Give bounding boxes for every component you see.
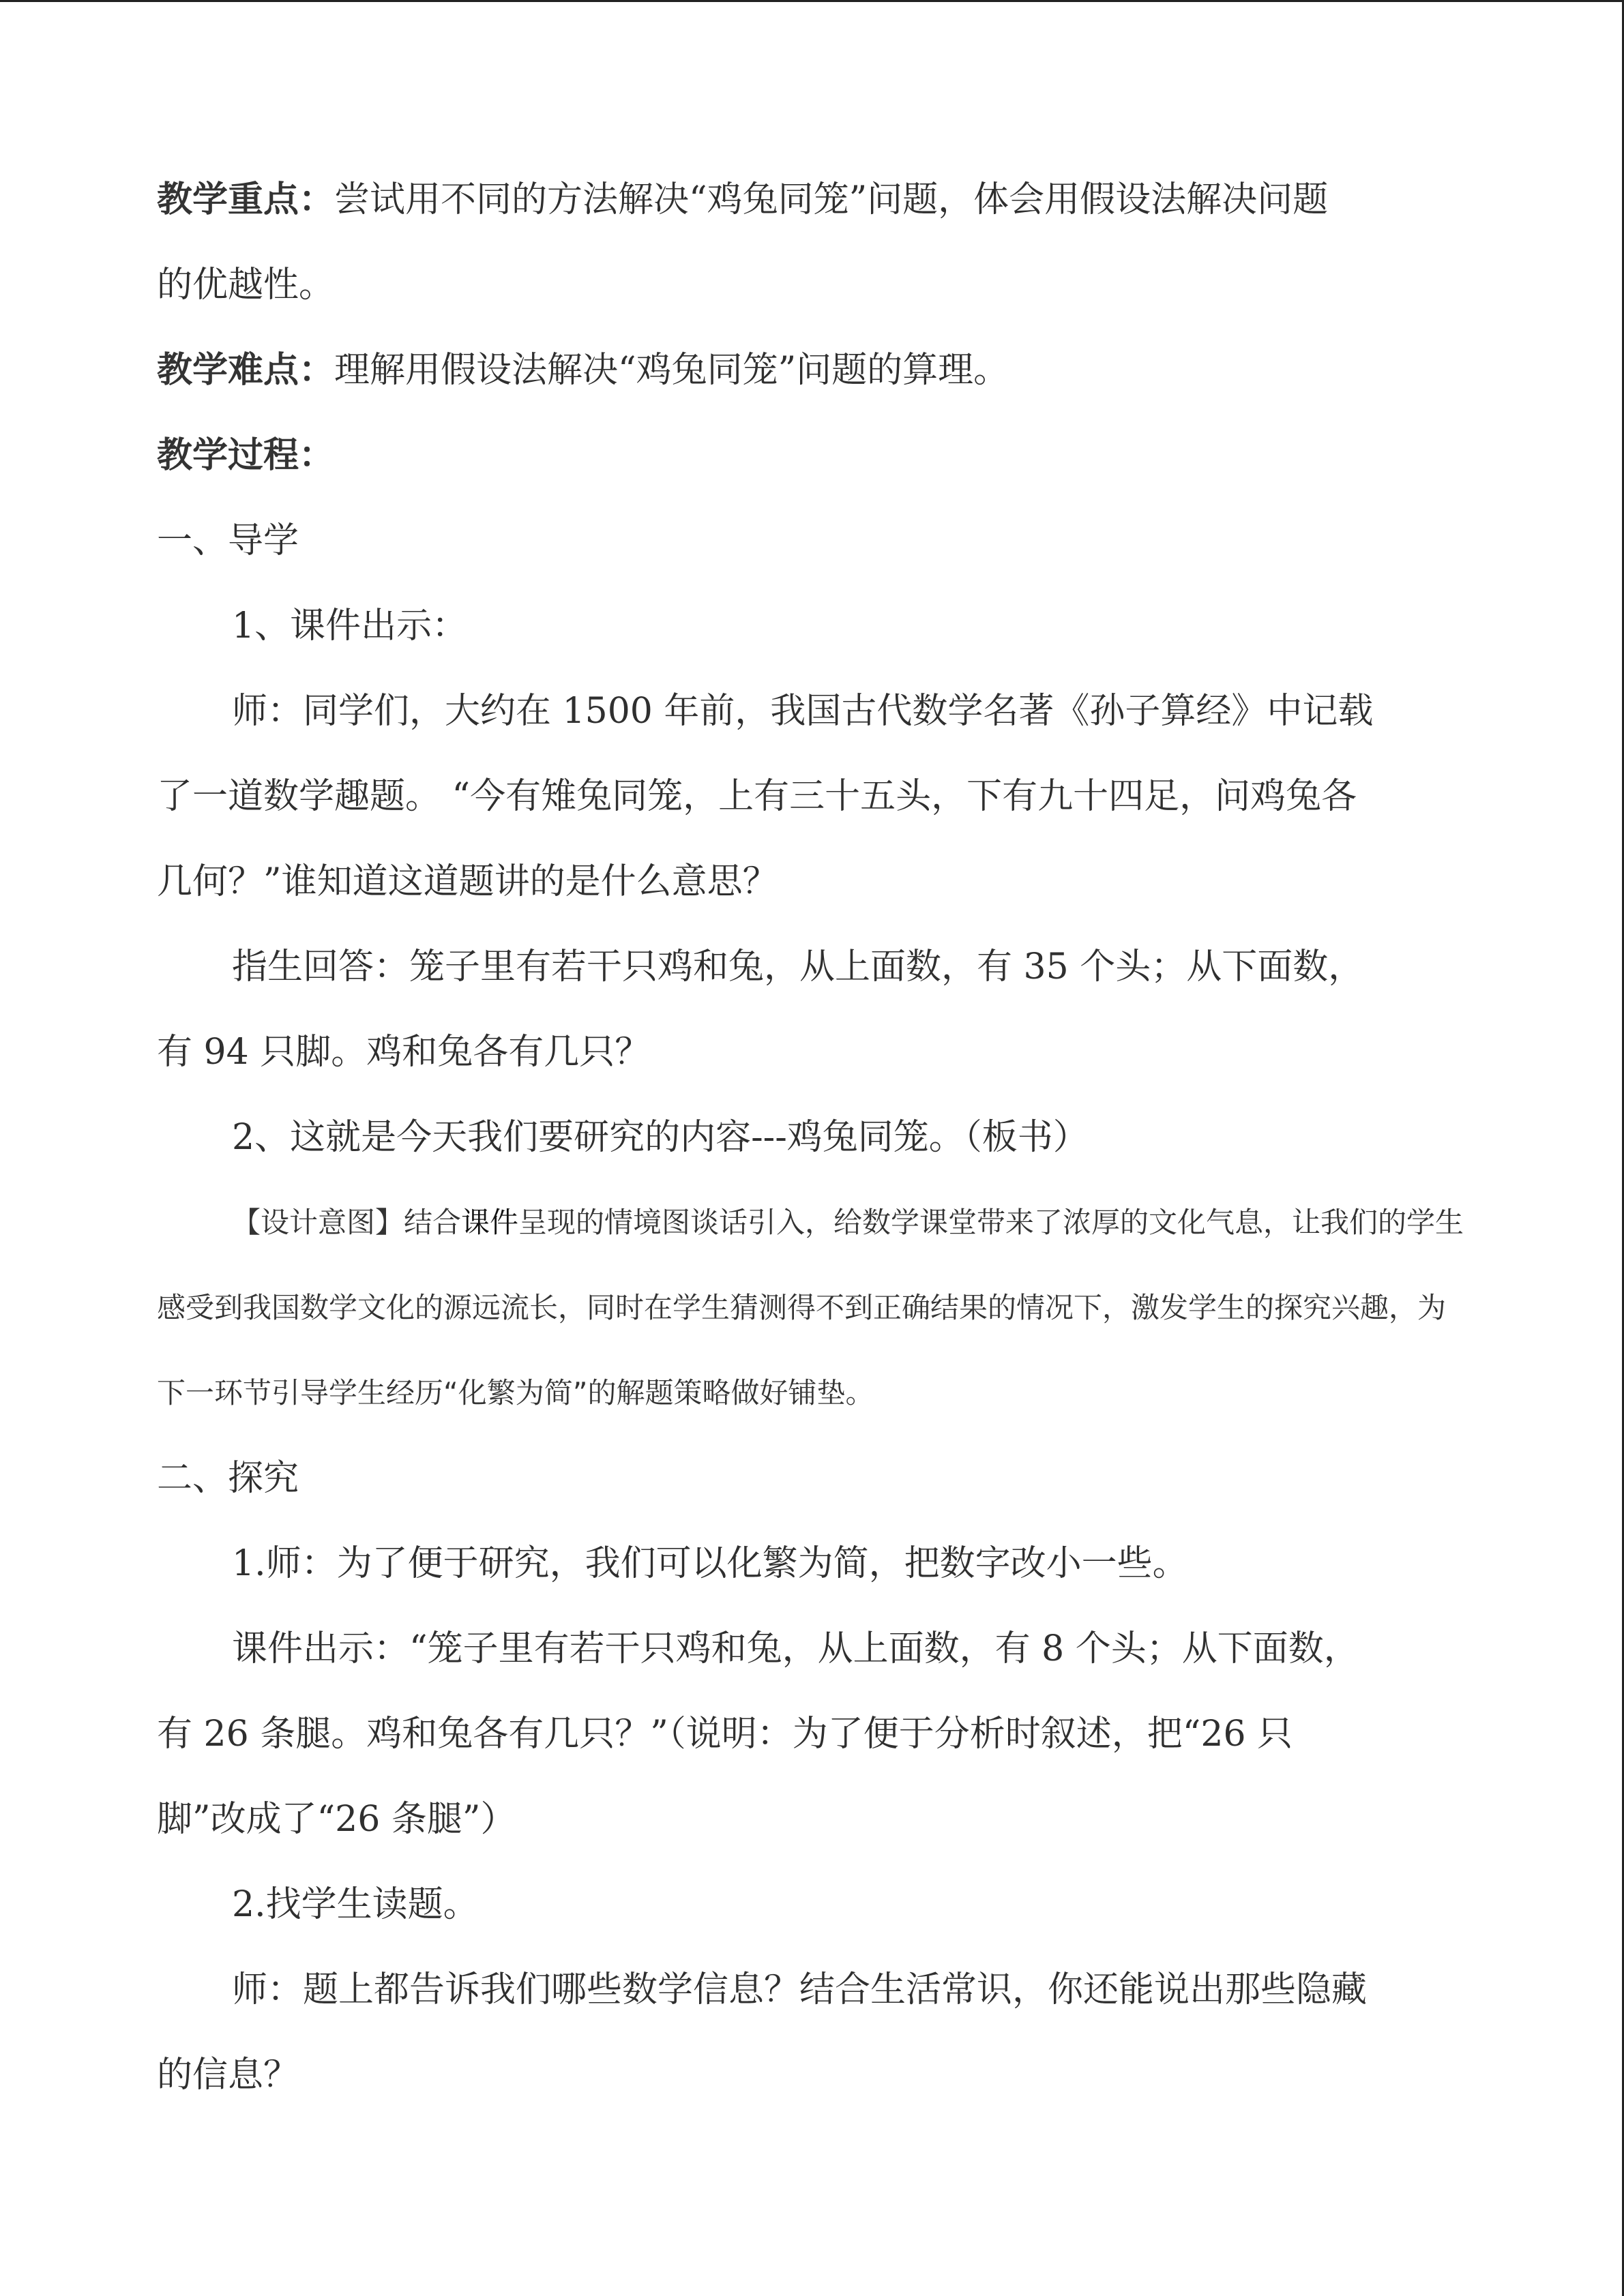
teaching-focus-continuation: 的优越性。 (157, 265, 335, 305)
courseware-problem-line-2: 有 26 条腿。鸡和兔各有几只？”（说明：为了便于分析时叙述，把“26 只 (157, 1714, 1293, 1755)
design-note-prefix: 【设计意图】结合 (232, 1206, 462, 1239)
teacher-question-line-2: 的信息？ (157, 2055, 299, 2096)
teacher-intro-line-3: 几何？”谁知道这道题讲的是什么意思？ (157, 861, 778, 902)
teaching-difficulty-line (157, 348, 1009, 392)
courseware-item-one: 1、课件出示： (232, 606, 468, 646)
student-answer-line-2: 有 94 只脚。鸡和兔各有几只？ (157, 1032, 651, 1073)
teaching-process-heading: 教学过程： (157, 435, 335, 476)
courseware-problem-line-3: 脚”改成了“26 条腿”） (157, 1799, 516, 1840)
student-answer-line-1: 指生回答：笼子里有若干只鸡和兔，从上面数，有 35 个头；从下面数， (232, 946, 1364, 987)
design-note-line-3: 下一环节引导学生经历“化繁为简”的解题策略做好铺垫。 (157, 1376, 874, 1410)
teaching-focus-label: 教学重点： (157, 179, 335, 220)
teacher-intro-line-1: 师：同学们，大约在 1500 年前，我国古代数学名著《孙子算经》中记载 (232, 691, 1374, 732)
design-note-line-1 (232, 1201, 1464, 1244)
courseware-item-two: 2、这就是今天我们要研究的内容---鸡兔同笼。（板书） (232, 1117, 1089, 1158)
section-two-heading: 二、探究 (157, 1458, 299, 1499)
exploration-step-one: 1.师：为了便于研究，我们可以化繁为简，把数字改小一些。 (232, 1543, 1188, 1584)
design-note-line-2: 感受到我国数学文化的源远流长，同时在学生猜测得不到正确结果的情况下，激发学生的探究兴趣，为 (157, 1291, 1447, 1324)
exploration-step-two: 2.找学生读题。 (232, 1884, 479, 1925)
courseware-problem-line-1: 课件出示：“笼子里有若干只鸡和兔，从上面数，有 8 个头；从下面数， (232, 1628, 1359, 1669)
teaching-focus-line (157, 178, 1328, 222)
teaching-focus-text: 尝试用不同的方法解决“鸡兔同笼”问题，体会用假设法解决问题 (334, 179, 1329, 220)
design-note-courseware-word: 课件 (461, 1206, 519, 1239)
teacher-question-line-1: 师：题上都告诉我们哪些数学信息？结合生活常识，你还能说出那些隐藏 (232, 1969, 1368, 2010)
teaching-difficulty-text: 理解用假设法解决“鸡兔同笼”问题的算理。 (334, 350, 1009, 391)
teacher-intro-line-2: 了一道数学趣题。 “今有雉兔同笼，上有三十五头，下有九十四足，问鸡兔各 (157, 776, 1357, 817)
section-one-heading: 一、导学 (157, 520, 299, 561)
teaching-difficulty-label: 教学难点： (157, 350, 335, 391)
design-note-text: 呈现的情境图谈话引入，给数学课堂带来了浓厚的文化气息，让我们的学生 (518, 1206, 1464, 1239)
